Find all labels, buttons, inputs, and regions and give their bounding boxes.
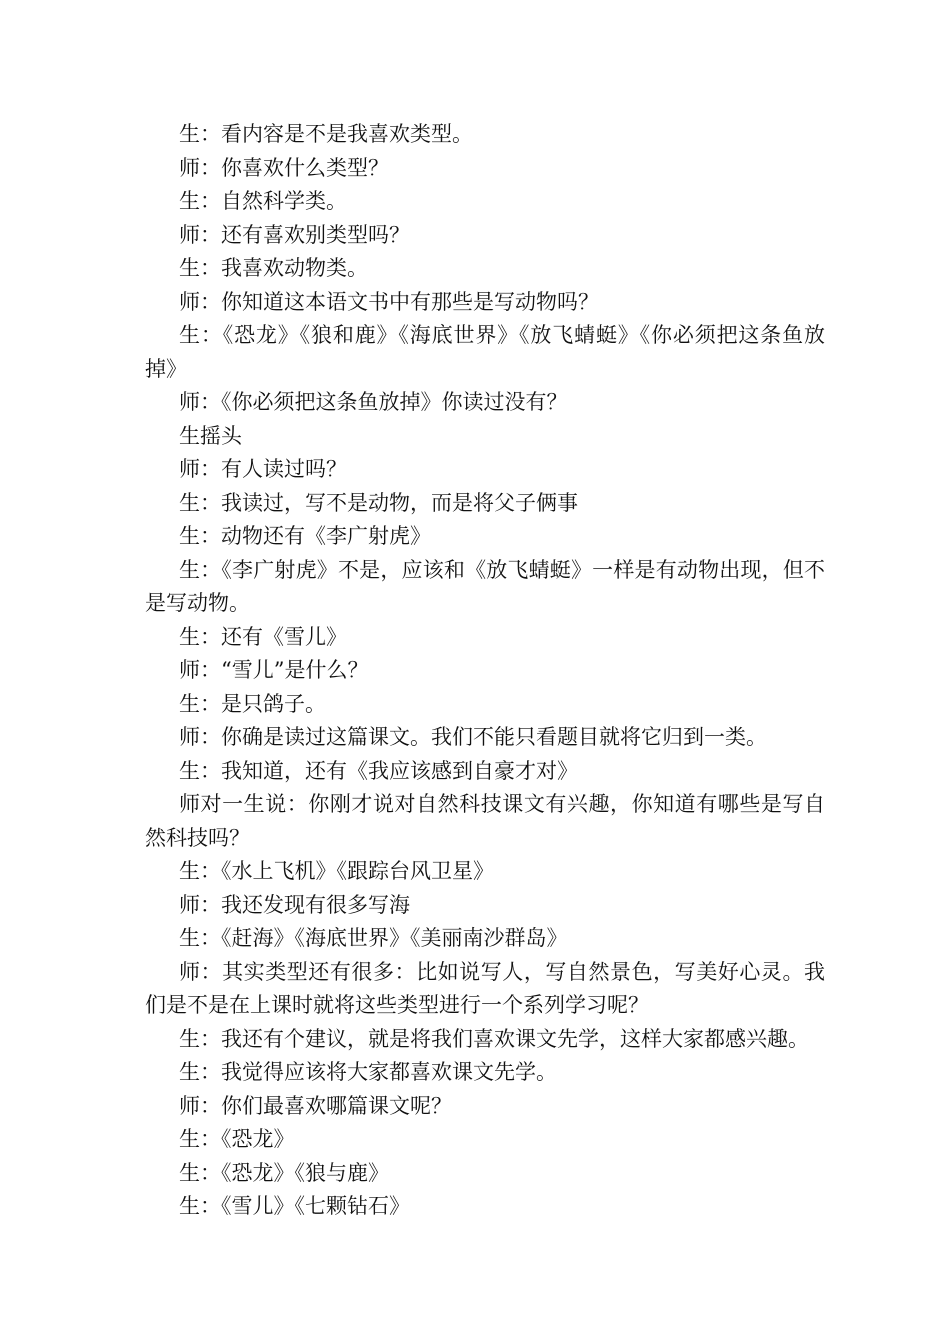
dialogue-line: 生：《恐龙》《狼和鹿》《海底世界》《放飞蜻蜓》《你必须把这条鱼放掉》 — [145, 323, 825, 381]
dialogue-line: 生：《恐龙》《狼与鹿》 — [179, 1160, 389, 1185]
dialogue-line: 师：有人读过吗？ — [179, 457, 347, 481]
dialogue-line: 师对一生说：你刚才说对自然科技课文有兴趣，你知道有哪些是写自然科技吗？ — [145, 792, 825, 850]
dialogue-line: 师：“雪儿”是什么？ — [179, 658, 369, 682]
dialogue-line: 师：你们最喜欢哪篇课文呢？ — [179, 1093, 452, 1118]
dialogue-line: 生：是只鸽子。 — [179, 691, 326, 716]
dialogue-line: 生：《李广射虎》不是，应该和《放飞蜻蜓》一样是有动物出现，但不是写动物。 — [145, 557, 825, 615]
dialogue-line: 生：我读过，写不是动物，而是将父子俩事 — [179, 490, 578, 515]
dialogue-line: 生：我觉得应该将大家都喜欢课文先学。 — [179, 1060, 557, 1084]
dialogue-line: 师：我还发现有很多写海 — [179, 892, 410, 917]
dialogue-transcript — [145, 118, 825, 1224]
dialogue-line: 生：《水上飞机》《跟踪台风卫星》 — [179, 859, 494, 883]
dialogue-line: 师：《你必须把这条鱼放掉》你读过没有？ — [179, 390, 568, 414]
dialogue-line: 师：你知道这本语文书中有那些是写动物吗？ — [179, 289, 599, 314]
dialogue-line: 师：你确是读过这篇课文。我们不能只看题目就将它归到一类。 — [179, 725, 767, 749]
dialogue-line: 生：自然科学类。 — [179, 189, 347, 213]
dialogue-line: 生：《赶海》《海底世界》《美丽南沙群岛》 — [179, 926, 568, 950]
dialogue-line: 生：《恐龙》 — [179, 1127, 295, 1151]
dialogue-line: 生：我喜欢动物类。 — [179, 256, 368, 280]
dialogue-line: 生：我还有个建议，就是将我们喜欢课文先学，这样大家都感兴趣。 — [179, 1026, 809, 1051]
dialogue-line: 生：我知道，还有《我应该感到自豪才对》 — [179, 758, 578, 783]
dialogue-line: 生：《雪儿》《七颗钻石》 — [179, 1194, 410, 1218]
dialogue-line: 师：还有喜欢别类型吗？ — [179, 222, 410, 247]
dialogue-line: 生：还有《雪儿》 — [179, 624, 347, 649]
dialogue-line: 师：其实类型还有很多：比如说写人，写自然景色，写美好心灵。我们是不是在上课时就将这些类型进行一个系列学习呢？ — [145, 959, 825, 1017]
dialogue-line: 师：你喜欢什么类型？ — [179, 155, 389, 180]
dialogue-line: 生：看内容是不是我喜欢类型。 — [179, 122, 473, 146]
dialogue-line: 生：动物还有《李广射虎》 — [179, 524, 431, 548]
dialogue-line: 生摇头 — [179, 423, 242, 448]
